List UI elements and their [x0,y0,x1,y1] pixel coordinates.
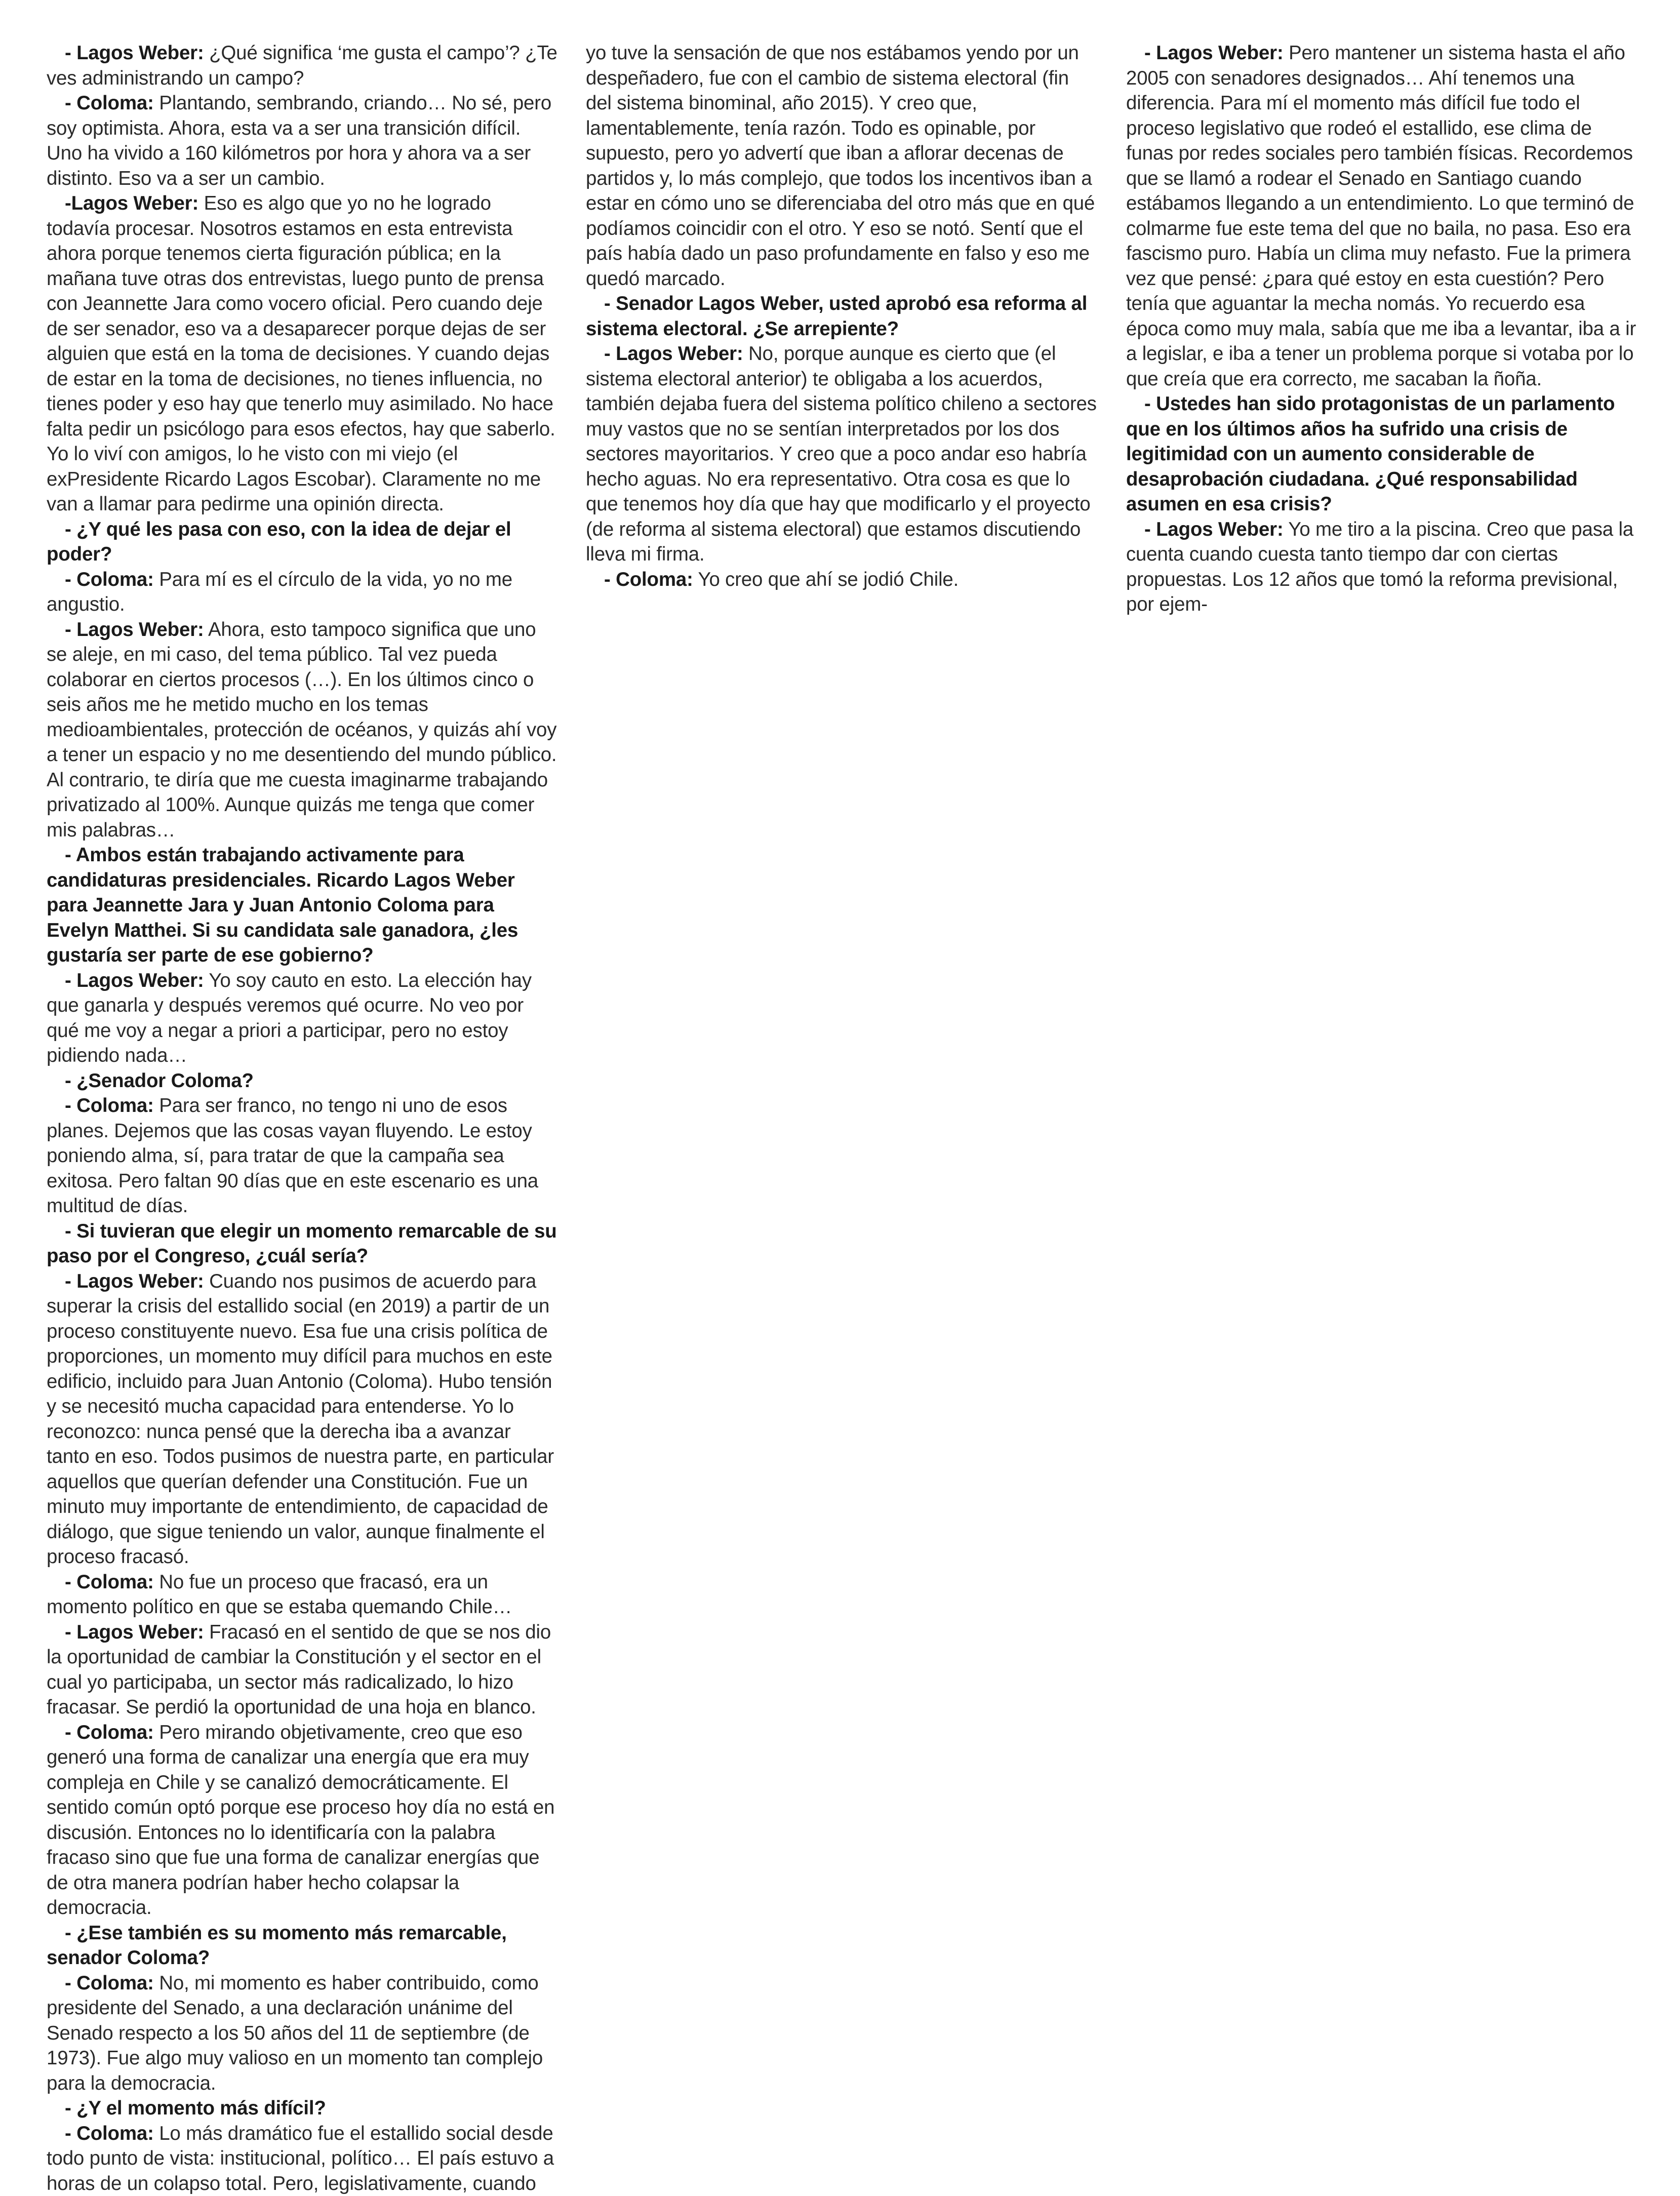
answer-text: Eso es algo que yo no he logrado todavía procesar. Nosotros estamos en esta entrevista ahora porque tenemos cierta figuración pública; en la mañana tuve otras dos entrevistas, luego punto de prensa con Jeannette Jara como vocero oficial. Pero cuando deje de ser senador, eso va a desaparecer porque dejas de ser alguien que está en la toma de decisiones. Y cuando dejas de estar en la toma de decisiones, no tienes influencia, no tienes poder y eso hay que tenerlo muy asimilado. No hace falta pedir un psicólogo para esos efectos, hay que saberlo. Yo lo viví con amigos, lo he visto con mi viejo (el exPresidente Ricardo Lagos Escobar). Claramente no me van a llamar para pedirme una opinión directa. [47,192,555,515]
interview-answer [586,567,1097,592]
interview-answer [47,1093,558,1219]
interview-question [47,1068,558,1094]
speaker-name: - Coloma: [65,1571,154,1593]
interview-question [47,2096,558,2121]
answer-text: Yo creo que ahí se jodió Chile. [693,569,958,590]
speaker-name: - Lagos Weber: [65,42,204,64]
interview-answer [1126,41,1637,391]
question-text: - Ambos están trabajando activamente para candidaturas presidenciales. Ricardo Lagos Weber para Jeannette Jara y Juan Antonio Coloma para Evelyn Matthei. Si su candidata sale ganadora, ¿les gustaría ser parte de ese gobierno? [47,844,518,966]
interview-answer [47,41,558,91]
answer-text: Pero mirando objetivamente, creo que eso generó una forma de canalizar una energía que era muy compleja en Chile y se canalizó democráticamente. El sentido común optó porque ese proceso hoy día no está en discusión. Entonces no lo identificaría con la palabra fracaso sino que fue una forma de canalizar energías que de otra manera podrían haber hecho colapsar la democracia. [47,1722,554,1919]
interview-question [47,1219,558,1269]
question-text: - Si tuvieran que elegir un momento remarcable de su paso por el Congreso, ¿cuál sería? [47,1220,557,1267]
answer-text: No, mi momento es haber contribuido, como presidente del Senado, a una declaración unánime del Senado respecto a los 50 años del 11 de septiembre (de 1973). Fue algo muy valioso en un momento tan complejo para la democracia. [47,1972,543,2094]
speaker-name: - Lagos Weber: [1144,42,1284,64]
answer-text: Pero mantener un sistema hasta el año 2005 con senadores designados… Ahí tenemos una diferencia. Para mí el momento más difícil fue todo el proceso legislativo que rodeó el estallido, ese clima de funas por redes sociales pero también físicas. Recordemos que se llamó a rodear el Senado en Santiago cuando estábamos llegando a un entendimiento. Lo que terminó de colmarme fue este tema del que no baila, no pasa. Eso era fascismo puro. Había un clima muy nefasto. Fue la primera vez que pensé: ¿para qué estoy en esta cuestión? Pero tenía que aguantar la mecha nomás. Yo recuerdo esa época como muy mala, sabía que me iba a levantar, iba a ir a legislar, e iba a tener un problema porque si votaba por lo que creía que era correcto, me sacaban la ñoña. [1126,42,1636,390]
interview-answer [47,617,558,843]
interview-question [586,291,1097,341]
answer-text: ¿Qué significa ‘me gusta el campo’? ¿Te ves administrando un campo? [47,42,557,89]
answer-text: Para ser franco, no tengo ni uno de esos planes. Dejemos que las cosas vayan fluyendo. Le estoy poniendo alma, sí, para tratar de que la campaña sea exitosa. Pero faltan 90 días que en este escenario es una multitud de días. [47,1095,538,1217]
interview-answer [47,567,558,617]
question-text: - ¿Senador Coloma? [65,1070,254,1092]
answer-text: Lo más dramático fue el estallido social desde todo punto de vista: institucional, político… El país estuvo a horas de un colapso total. Pero, legislativamente, cuando [47,2123,554,2194]
column-2 [586,41,1097,592]
answer-continuation [586,41,1097,291]
answer-text: yo tuve la sensación de que nos estábamos yendo por un despeñadero, fue con el cambio de sistema electoral (fin del sistema binominal, año 2015). Y creo que, lamentablemente, tenía razón. Todo es opinable, por supuesto, pero yo advertí que iban a aflorar decenas de partidos y, lo más complejo, que todos los incentivos iban a estar en cómo uno se diferenciaba del otro más que en qué podíamos coincidir con el otro. Y eso se notó. Sentí que el país había dado un paso profundamente en falso y eso me quedó marcado. [586,42,1095,290]
interview-answer [47,968,558,1068]
speaker-name: - Coloma: [604,569,693,590]
interview-question [47,1921,558,1971]
speaker-name: - Lagos Weber: [65,970,204,991]
speaker-name: - Coloma: [65,2123,154,2144]
speaker-name: - Coloma: [65,92,154,114]
interview-answer [47,2121,558,2196]
answer-text: No fue un proceso que fracasó, era un momento político en que se estaba quemando Chile… [47,1571,512,1618]
question-text: - Senador Lagos Weber, usted aprobó esa reforma al sistema electoral. ¿Se arrepiente? [586,293,1087,340]
interview-answer [1126,517,1637,617]
speaker-name: - Lagos Weber: [1144,518,1284,540]
question-text: - Ustedes han sido protagonistas de un parlamento que en los últimos años ha sufrido una crisis de legitimidad con un aumento considerable de desaprobación ciudadana. ¿Qué responsabilidad asumen en esa crisis? [1126,393,1615,515]
interview-answer [47,1720,558,1921]
interview-answer [47,1570,558,1620]
question-text: - ¿Y el momento más difícil? [65,2097,326,2119]
answer-text: Cuando nos pusimos de acuerdo para superar la crisis del estallido social (en 2019) a partir de un proceso constituyente nuevo. Esa fue una crisis política de proporciones, un momento muy difícil para muchos en este edificio, incluido para Juan Antonio (Coloma). Hubo tensión y se necesitó mucha capacidad para entenderse. Yo lo reconozco: nunca pensé que la derecha iba a avanzar tanto en eso. Todos pusimos de nuestra parte, en particular aquellos que querían defender una Constitución. Fue un minuto muy importante de entendimiento, de capacidad de diálogo, que sigue teniendo un valor, aunque finalmente el proceso fracasó. [47,1270,554,1568]
speaker-name: - Lagos Weber: [65,1270,204,1292]
speaker-name: - Lagos Weber: [65,619,204,641]
interview-answer [47,1971,558,2096]
column-1 [47,41,558,2196]
speaker-name: - Coloma: [65,569,154,590]
interview-question [1126,391,1637,517]
question-text: - ¿Y qué les pasa con eso, con la idea de dejar el poder? [47,518,511,566]
speaker-name: -Lagos Weber: [65,192,198,214]
answer-text: No, porque aunque es cierto que (el sistema electoral anterior) te obligaba a los acuerdos, también dejaba fuera del sistema político chileno a sectores muy vastos que no se sentían interpretados por los dos sectores mayoritarios. Y creo que a poco andar eso habría hecho aguas. No era representativo. Otra cosa es que lo que tenemos hoy día que hay que modificarlo y el proyecto (de reforma al sistema electoral) que estamos discutiendo lleva mi firma. [586,343,1097,565]
interview-answer [47,191,558,517]
question-text: - ¿Ese también es su momento más remarcable, senador Coloma? [47,1922,507,1969]
answer-text: Fracasó en el sentido de que se nos dio la oportunidad de cambiar la Constitución y el sector en el cual yo participaba, un sector más radicalizado, lo hizo fracasar. Se perdió la oportunidad de una hoja en blanco. [47,1621,551,1719]
answer-text: Plantando, sembrando, criando… No sé, pero soy optimista. Ahora, esta va a ser una transición difícil. Uno ha vivido a 160 kilómetros por hora y ahora va a ser distinto. Eso va a ser un cambio. [47,92,551,189]
speaker-name: - Lagos Weber: [604,343,743,365]
speaker-name: - Lagos Weber: [65,1621,204,1643]
interview-question [47,517,558,567]
speaker-name: - Coloma: [65,1972,154,1994]
answer-text: Ahora, esto tampoco significa que uno se aleje, en mi caso, del tema público. Tal vez pueda colaborar en ciertos procesos (…). En los últimos cinco o seis años me he metido mucho en los temas medioambientales, protección de océanos, y quizás ahí voy a tener un espacio y no me desentiendo del mundo público. Al contrario, te diría que me cuesta imaginarme trabajando privatizado al 100%. Aunque quizás me tenga que comer mis palabras… [47,619,556,841]
answer-text: Yo soy cauto en esto. La elección hay que ganarla y después veremos qué ocurre. No veo por qué me voy a negar a priori a participar, pero no estoy pidiendo nada… [47,970,532,1067]
column-3 [1126,41,1637,617]
interview-answer [47,91,558,191]
interview-answer [586,341,1097,567]
interview-answer [47,1269,558,1570]
answer-text: Yo me tiro a la piscina. Creo que pasa la cuenta cuando cuesta tanto tiempo dar con ciertas propuestas. Los 12 años que tomó la reforma previsional, por ejem- [1126,518,1633,616]
interview-question [47,843,558,968]
speaker-name: - Coloma: [65,1095,154,1116]
interview-answer [47,1620,558,1720]
answer-text: Para mí es el círculo de la vida, yo no me angustio. [47,569,512,616]
speaker-name: - Coloma: [65,1722,154,1743]
